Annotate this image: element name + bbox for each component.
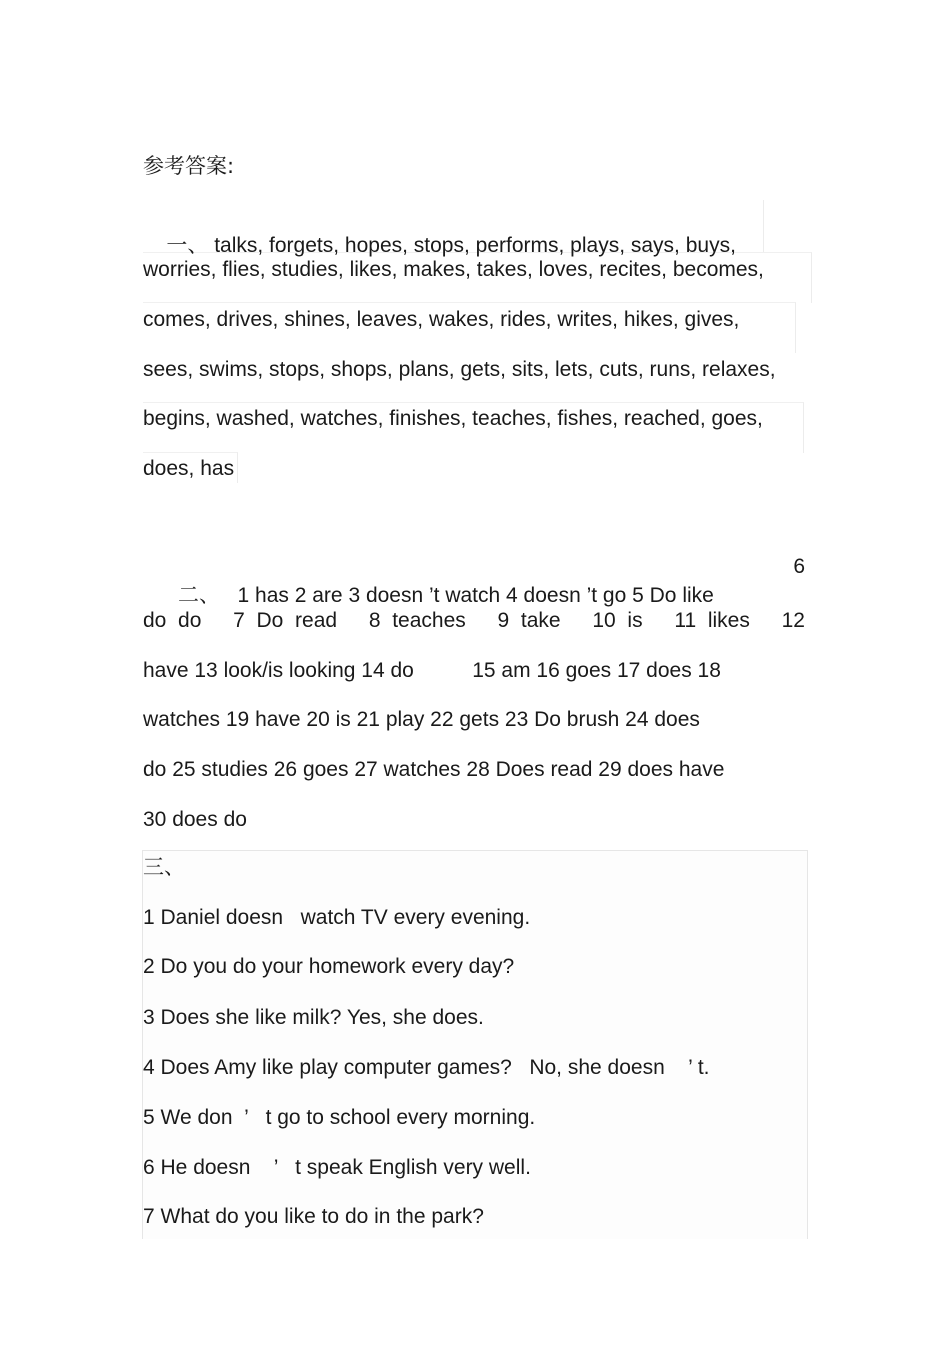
answer-item: 12 [781, 609, 805, 632]
section2-text: 1 has 2 are 3 doesn ’t watch 4 doesn ’t go 5 Do like [237, 584, 714, 607]
answer-item: 9 take [497, 609, 561, 632]
page-title: 参考答案: [143, 154, 235, 178]
section2-marker: 二、 [178, 583, 221, 607]
section3-item: 2 Do you do your homework every day? [143, 955, 515, 978]
section1-line: comes, drives, shines, leaves, wakes, rides, writes, hikes, gives, [143, 308, 740, 331]
answer-item: 7 Do read [233, 609, 338, 632]
section3-item: 3 Does she like milk? Yes, she does. [143, 1006, 484, 1029]
section1-marker: 一、 [166, 233, 209, 257]
section3-marker: 三、 [143, 855, 185, 879]
section1-line: begins, washed, watches, finishes, teaches, fishes, reached, goes, [143, 407, 763, 430]
answer-item: do do [143, 609, 202, 632]
section3-item: 5 We don ’ t go to school every morning. [143, 1106, 536, 1129]
section2-line [143, 607, 805, 635]
section1-line: does, has [143, 457, 235, 480]
answer-item: 11 likes [674, 609, 750, 632]
section3-item: 4 Does Amy like play computer games? No, she doesn ’ t. [143, 1056, 710, 1079]
section2-text-end: 6 [793, 555, 805, 578]
section1-text: talks, forgets, hopes, stops, performs, plays, says, buys, [214, 234, 736, 257]
section2-line: watches 19 have 20 is 21 play 22 gets 23 Do brush 24 does [143, 708, 700, 731]
section1-line: sees, swims, stops, shops, plans, gets, sits, lets, cuts, runs, relaxes, [143, 358, 776, 381]
section3-item: 7 What do you like to do in the park? [143, 1205, 484, 1228]
section2-line: have 13 look/is looking 14 do 15 am 16 goes 17 does 18 [143, 659, 721, 682]
section1-line: worries, flies, studies, likes, makes, takes, loves, recites, becomes, [143, 258, 764, 281]
section2-line: do 25 studies 26 goes 27 watches 28 Does read 29 does have [143, 758, 725, 781]
answer-item: 10 is [592, 609, 643, 632]
section2-line: 30 does do [143, 808, 247, 831]
section3-item: 6 He doesn ’ t speak English very well. [143, 1156, 531, 1179]
answer-item: 8 teaches [368, 609, 466, 632]
section3-item: 1 Daniel doesn watch TV every evening. [143, 906, 531, 929]
